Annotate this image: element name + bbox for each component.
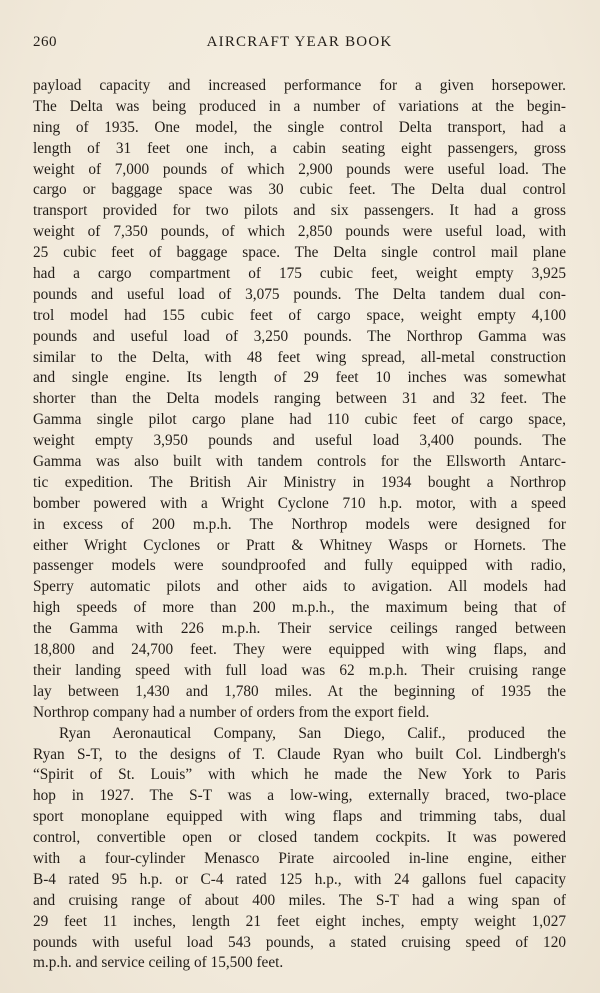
text-line: their landing speed with full load was 62 m.p.h. Their cruising range [33, 661, 566, 679]
text-line: in excess of 200 m.p.h. The Northrop models were designed for [33, 515, 566, 533]
text-line: 29 feet 11 inches, length 21 feet eight inches, empty weight 1,027 [33, 912, 566, 930]
text-line: bomber powered with a Wright Cyclone 710 h.p. motor, with a speed [33, 494, 566, 512]
text-line: trol model had 155 cubic feet of cargo space, weight empty 4,100 [33, 306, 566, 324]
text-line: cargo or baggage space was 30 cubic feet. The Delta dual control [33, 181, 566, 199]
body-text [33, 76, 566, 974]
text-line: The Delta was being produced in a number of variations at the begin- [33, 97, 566, 115]
text-line: hop in 1927. The S-T was a low-wing, externally braced, two-place [33, 787, 566, 805]
text-line: pounds with useful load 543 pounds, a stated cruising speed of 120 [33, 933, 566, 951]
text-line: tic expedition. The British Air Ministry in 1934 bought a Northrop [33, 473, 566, 491]
text-line: and single engine. Its length of 29 feet 10 inches was somewhat [33, 369, 566, 387]
page-number: 260 [33, 34, 57, 50]
text-line: control, convertible open or closed tandem cockpits. It was powered [33, 829, 566, 847]
text-line: B-4 rated 95 h.p. or C-4 rated 125 h.p., with 24 gallons fuel capacity [33, 870, 566, 888]
text-line: weight of 7,350 pounds, of which 2,850 pounds were useful load, with [33, 223, 566, 241]
text-line: transport provided for two pilots and six passengers. It had a gross [33, 202, 566, 220]
text-line: weight empty 3,950 pounds and useful load 3,400 pounds. The [33, 432, 566, 450]
text-line: payload capacity and increased performance for a given horsepower. [33, 77, 566, 94]
text-line: high speeds of more than 200 m.p.h., the maximum being that of [33, 599, 566, 617]
text-line: had a cargo compartment of 175 cubic feet, weight empty 3,925 [33, 265, 566, 283]
text-line: m.p.h. and service ceiling of 15,500 feet. [33, 954, 284, 972]
text-line: Northrop company had a number of orders from the export field. [33, 703, 430, 721]
text-line: either Wright Cyclones or Pratt & Whitney Wasps or Hornets. The [33, 536, 566, 554]
page-header [33, 34, 566, 56]
text-line: pounds and useful load of 3,075 pounds. The Delta tandem dual con- [33, 285, 566, 303]
text-line: Sperry automatic pilots and other aids to avigation. All models had [33, 578, 566, 596]
text-line: with a four-cylinder Menasco Pirate aircooled in-line engine, either [33, 849, 566, 867]
running-title: AIRCRAFT YEAR BOOK [206, 34, 393, 50]
text-line: 25 cubic feet of baggage space. The Delta single control mail plane [33, 244, 566, 262]
text-line: Gamma single pilot cargo plane had 110 cubic feet of cargo space, [33, 411, 566, 429]
text-line: the Gamma with 226 m.p.h. Their service ceilings ranged between [33, 620, 566, 638]
text-line: Ryan S-T, to the designs of T. Claude Ryan who built Col. Lindbergh's [33, 745, 566, 763]
text-line: lay between 1,430 and 1,780 miles. At the beginning of 1935 the [33, 682, 566, 700]
text-line: ning of 1935. One model, the single control Delta transport, had a [33, 118, 566, 136]
text-line: sport monoplane equipped with wing flaps and trimming tabs, dual [33, 808, 566, 826]
text-line: pounds and useful load of 3,250 pounds. The Northrop Gamma was [33, 327, 566, 345]
text-line: passenger models were soundproofed and fully equipped with radio, [33, 557, 566, 575]
text-line: Gamma was also built with tandem controls for the Ellsworth Antarc- [33, 453, 566, 471]
text-line: and cruising range of about 400 miles. The S-T had a wing span of [33, 891, 566, 909]
text-line: “Spirit of St. Louis” with which he made the New York to Paris [33, 766, 566, 784]
text-line: 18,800 and 24,700 feet. They were equipped with wing flaps, and [33, 641, 566, 659]
text-line: similar to the Delta, with 48 feet wing spread, all-metal construction [33, 348, 566, 366]
text-line: weight of 7,000 pounds of which 2,900 pounds were useful load. The [33, 160, 566, 178]
text-line: Ryan Aeronautical Company, San Diego, Calif., produced the [59, 724, 566, 742]
text-line: shorter than the Delta models ranging between 31 and 32 feet. The [33, 390, 566, 408]
text-line: length of 31 feet one inch, a cabin seating eight passengers, gross [33, 139, 566, 157]
